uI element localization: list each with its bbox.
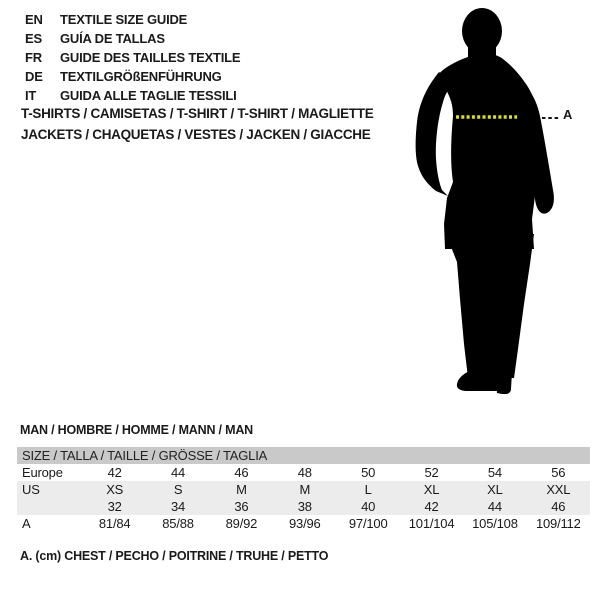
- cell: 44: [171, 465, 186, 480]
- cell: 44: [463, 498, 526, 515]
- cell: M: [210, 481, 273, 498]
- cell: L: [337, 481, 400, 498]
- section-title-man: MAN / HOMBRE / HOMME / MANN / MAN: [20, 423, 253, 437]
- cell: 105/108: [472, 516, 518, 531]
- cell: M: [273, 481, 336, 498]
- man-silhouette-figure: [412, 4, 572, 394]
- measure-a-label: A: [563, 107, 573, 122]
- table-row-numeric: [17, 498, 590, 515]
- size-table: [17, 447, 590, 532]
- cell: XL: [400, 481, 463, 498]
- man-silhouette-icon: [412, 4, 572, 394]
- lang-label: GUIDA ALLE TAGLIE TESSILI: [60, 88, 237, 103]
- measurement-footnote: A. (cm) CHEST / PECHO / POITRINE / TRUHE / PETTO: [20, 549, 329, 563]
- cell: 50: [361, 465, 376, 480]
- cell: 46: [527, 498, 590, 515]
- cell: 42: [107, 465, 122, 480]
- cell: XXL: [527, 481, 590, 498]
- cell: 34: [146, 498, 209, 515]
- size-table-header: SIZE / TALLA / TAILLE / GRÖSSE / TAGLIA: [17, 447, 590, 464]
- lang-label: GUIDE DES TAILLES TEXTILE: [60, 50, 241, 65]
- cell: XL: [463, 481, 526, 498]
- cell: 81/84: [98, 516, 131, 531]
- language-list: [25, 10, 240, 105]
- cell: 97/100: [348, 516, 388, 531]
- lang-code: FR: [25, 50, 42, 65]
- silhouette-legs: [446, 234, 534, 378]
- size-table-header-row: [17, 447, 590, 464]
- category-tshirts: T-SHIRTS / CAMISETAS / T-SHIRT / T-SHIRT / MAGLIETTE: [21, 106, 374, 121]
- lang-label: TEXTILGRÖßENFÜHRUNG: [60, 69, 222, 84]
- cell: 89/92: [225, 516, 258, 531]
- cell: 54: [487, 465, 502, 480]
- table-row-chest-a: [17, 515, 590, 532]
- cell: 32: [83, 498, 146, 515]
- cell: 85/88: [162, 516, 194, 531]
- garment-categories: [21, 104, 373, 145]
- table-row-europe: [17, 464, 590, 481]
- row-label: A: [22, 516, 31, 531]
- lang-code: DE: [25, 69, 43, 84]
- table-row-us: [17, 481, 590, 498]
- category-jackets: JACKETS / CHAQUETAS / VESTES / JACKEN / GIACCHE: [21, 126, 371, 142]
- lang-code: ES: [25, 31, 42, 46]
- cell: 56: [551, 465, 566, 480]
- cell: XS: [83, 481, 146, 498]
- cell: 46: [234, 465, 249, 480]
- cell: 101/104: [408, 516, 455, 531]
- silhouette-torso: [439, 54, 541, 249]
- cell: 93/96: [289, 516, 321, 531]
- cell: 48: [297, 465, 312, 480]
- silhouette-left-arm: [416, 72, 452, 196]
- cell: 42: [400, 498, 463, 515]
- cell: S: [146, 481, 209, 498]
- row-label: US: [17, 481, 83, 498]
- cell: 52: [424, 465, 439, 480]
- silhouette-front-shoe: [457, 369, 505, 391]
- cell: 109/112: [535, 516, 581, 531]
- cell: 40: [337, 498, 400, 515]
- lang-label: TEXTILE SIZE GUIDE: [60, 12, 188, 27]
- cell: 36: [210, 498, 273, 515]
- lang-code: IT: [25, 88, 37, 103]
- lang-label: GUÍA DE TALLAS: [60, 31, 165, 46]
- cell: 38: [273, 498, 336, 515]
- row-label: Europe: [22, 465, 63, 480]
- row-label: [17, 498, 83, 515]
- lang-code: EN: [25, 12, 43, 27]
